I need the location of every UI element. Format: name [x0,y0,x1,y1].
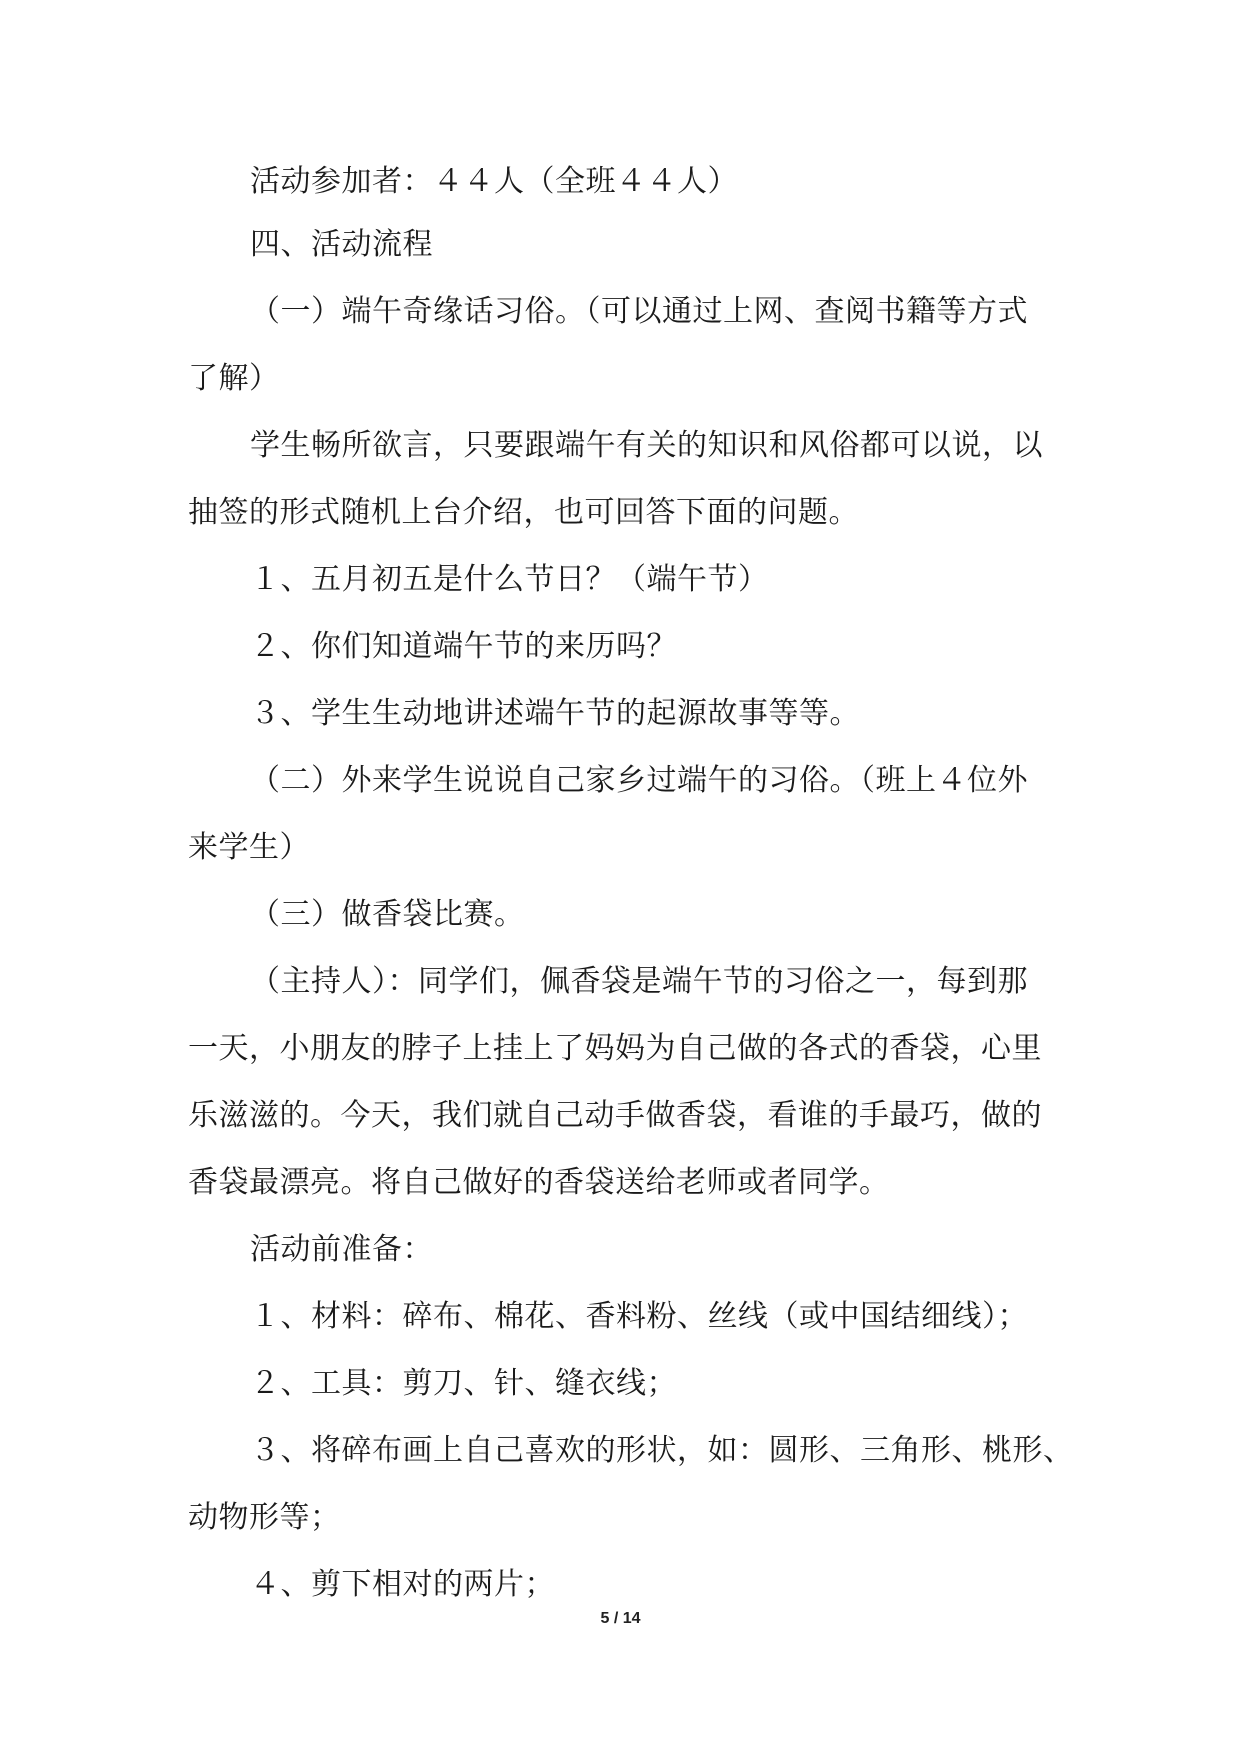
section-heading-activity-flow: 四、活动流程 [250,227,433,262]
participants-line: 活动参加者：４４人（全班４４人） [250,164,738,199]
paragraph-line: 香袋最漂亮。将自己做好的香袋送给老师或者同学。 [188,1165,890,1200]
question-item: ３、学生生动地讲述端午节的起源故事等等。 [250,696,860,731]
preparation-item: ４、剪下相对的两片； [250,1567,555,1602]
paragraph-line: 一天，小朋友的脖子上挂上了妈妈为自己做的各式的香袋，心里 [188,1031,1042,1066]
paragraph-line: 学生畅所欲言，只要跟端午有关的知识和风俗都可以说，以 [250,428,1043,463]
question-item: １、五月初五是什么节日？（端午节） [250,562,769,597]
preparation-item: 动物形等； [188,1500,341,1535]
subsection-heading: （三）做香袋比赛。 [250,897,525,932]
paragraph-line: （一）端午奇缘话习俗。（可以通过上网、查阅书籍等方式 [250,294,1028,329]
paragraph-line: （主持人）：同学们，佩香袋是端午节的习俗之一，每到那 [250,964,1028,999]
question-item: ２、你们知道端午节的来历吗？ [250,629,677,664]
paragraph-line: 乐滋滋的。今天，我们就自己动手做香袋，看谁的手最巧，做的 [188,1098,1042,1133]
preparation-item: １、材料：碎布、棉花、香料粉、丝线（或中国结细线）； [250,1299,1028,1334]
page-number: 5 / 14 [600,1610,641,1627]
paragraph-line: （二）外来学生说说自己家乡过端午的习俗。（班上４位外 [250,763,1028,798]
paragraph-line: 来学生） [188,830,310,865]
paragraph-line: 抽签的形式随机上台介绍，也可回答下面的问题。 [188,495,859,530]
preparation-heading: 活动前准备： [250,1232,433,1267]
preparation-item: ３、将碎布画上自己喜欢的形状，如：圆形、三角形、桃形、 [250,1433,1074,1468]
preparation-item: ２、工具：剪刀、针、缝衣线； [250,1366,677,1401]
paragraph-line: 了解） [188,361,280,396]
